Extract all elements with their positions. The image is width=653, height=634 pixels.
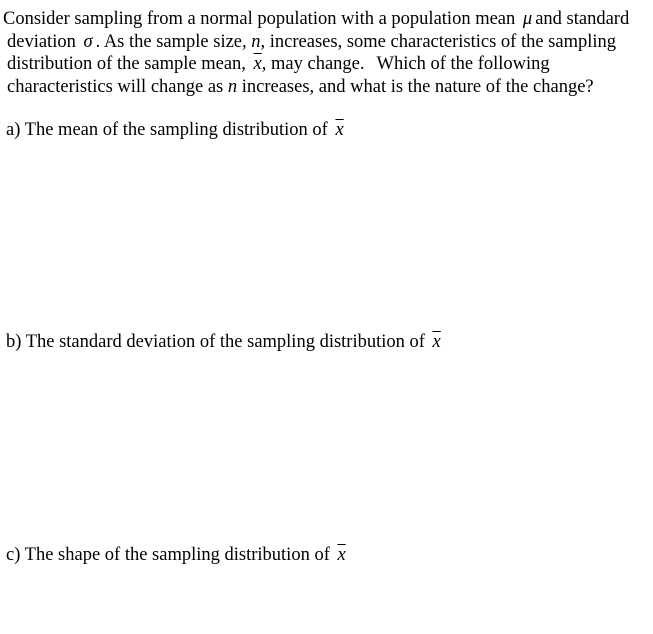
intro-text-4: characteristics will change as	[7, 77, 228, 98]
intro-text-4-end: increases, and what is the nature of the change?	[237, 77, 594, 98]
question-c	[6, 545, 346, 566]
n-symbol: n	[251, 31, 261, 52]
question-b	[6, 332, 441, 353]
question-c-text: c) The shape of the sampling distribution of	[6, 545, 335, 565]
question-a	[6, 120, 344, 141]
sigma-symbol: σ	[83, 31, 93, 52]
intro-text-2: deviation	[7, 31, 81, 52]
intro-text-3-end: Which of the following	[376, 54, 550, 75]
intro-line-2	[3, 31, 648, 54]
question-a-xbar: $\overline{x}$	[335, 120, 344, 140]
intro-text-2-end: , increases, some characteristics of the sampling	[260, 31, 617, 52]
intro-text-1: Consider sampling from a normal population with a population mean	[3, 9, 520, 29]
intro-text-1-end: and standard	[535, 9, 630, 29]
mu-symbol: μ	[522, 9, 533, 29]
intro-line-1	[3, 8, 648, 31]
question-b-text: b) The standard deviation of the sampling distribution of	[6, 332, 430, 352]
n-symbol-2: n	[227, 77, 238, 98]
intro-line-4	[3, 76, 648, 99]
xbar-symbol: $\overline{x}$	[253, 54, 262, 75]
intro-text-3: distribution of the sample mean,	[7, 54, 251, 75]
intro-text-3-mid: , may change.	[261, 54, 365, 75]
question-a-text: a) The mean of the sampling distribution of	[6, 120, 333, 140]
question-b-xbar: $\overline{x}$	[432, 332, 441, 352]
question-c-xbar: $\overline{x}$	[337, 545, 346, 565]
question-intro	[3, 8, 648, 99]
intro-line-3	[3, 53, 648, 76]
intro-text-2-rest: . As the sample size,	[95, 31, 252, 52]
